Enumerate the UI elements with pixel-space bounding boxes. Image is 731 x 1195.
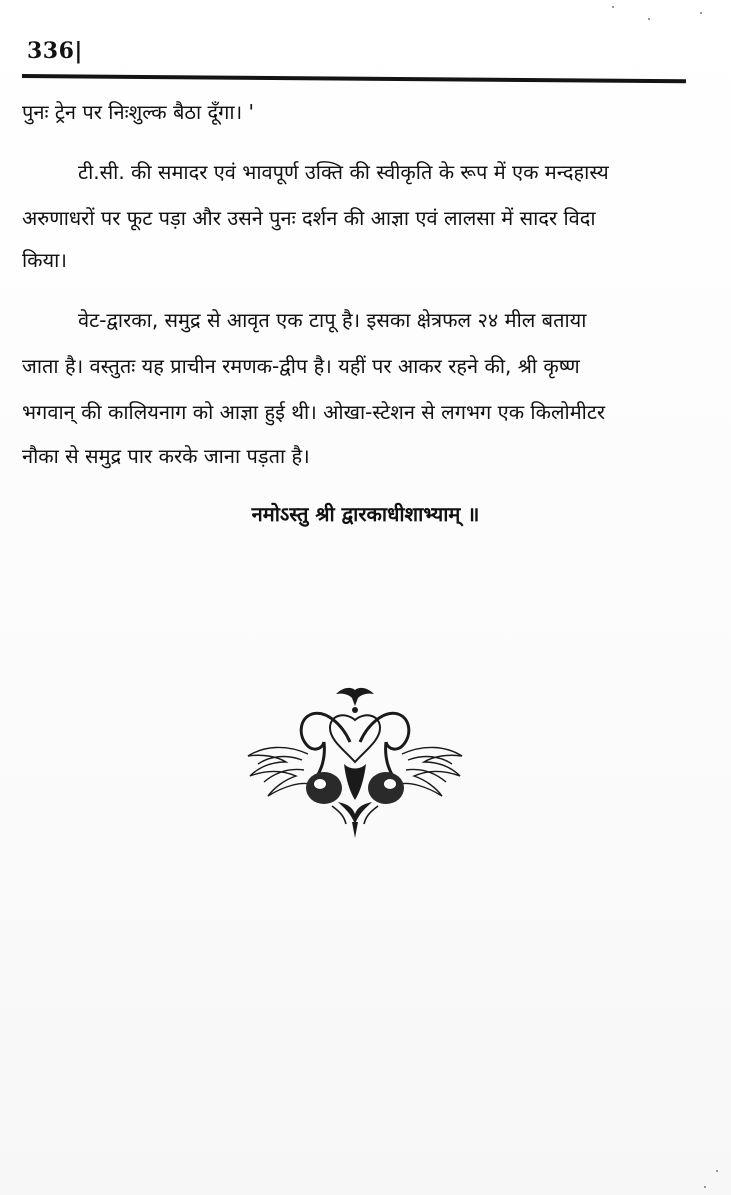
scan-speck — [716, 1170, 718, 1172]
page-number: 336| — [27, 38, 83, 64]
scan-speck — [700, 12, 702, 14]
swan-pair-ornament-icon — [246, 684, 464, 840]
scan-speck — [648, 18, 650, 20]
text-line-3: अरुणाधरों पर फूट पड़ा और उसने पुनः दर्शन की आज्ञा एवं लालसा में सादर विदा — [22, 206, 596, 230]
text-line-6: जाता है। वस्तुतः यह प्राचीन रमणक-द्वीप है। यहीं पर आकर रहने की, श्री कृष्ण — [22, 354, 580, 378]
scan-speck — [612, 6, 614, 8]
text-line-7: भगवान् की कालियनाग को आज्ञा हुई थी। ओखा-स्टेशन से लगभग एक किलोमीटर — [22, 400, 606, 424]
text-line-2: टी.सी. की समादर एवं भावपूर्ण उक्ति की स्वीकृति के रूप में एक मन्दहास्य — [78, 160, 609, 184]
scan-speck — [704, 1186, 706, 1188]
text-line-1: पुनः ट्रेन पर निःशुल्क बैठा दूँगा। ' — [22, 100, 255, 124]
text-line-5: वेट-द्वारका, समुद्र से आवृत एक टापू है। इसका क्षेत्रफल २४ मील बताया — [78, 308, 587, 332]
text-line-8: नौका से समुद्र पार करके जाना पड़ता है। — [22, 444, 310, 468]
header-rule — [22, 74, 686, 83]
text-line-4: किया। — [22, 248, 67, 272]
benediction: नमोऽस्तु श्री द्वारकाधीशाभ्याम् ॥ — [251, 502, 480, 526]
